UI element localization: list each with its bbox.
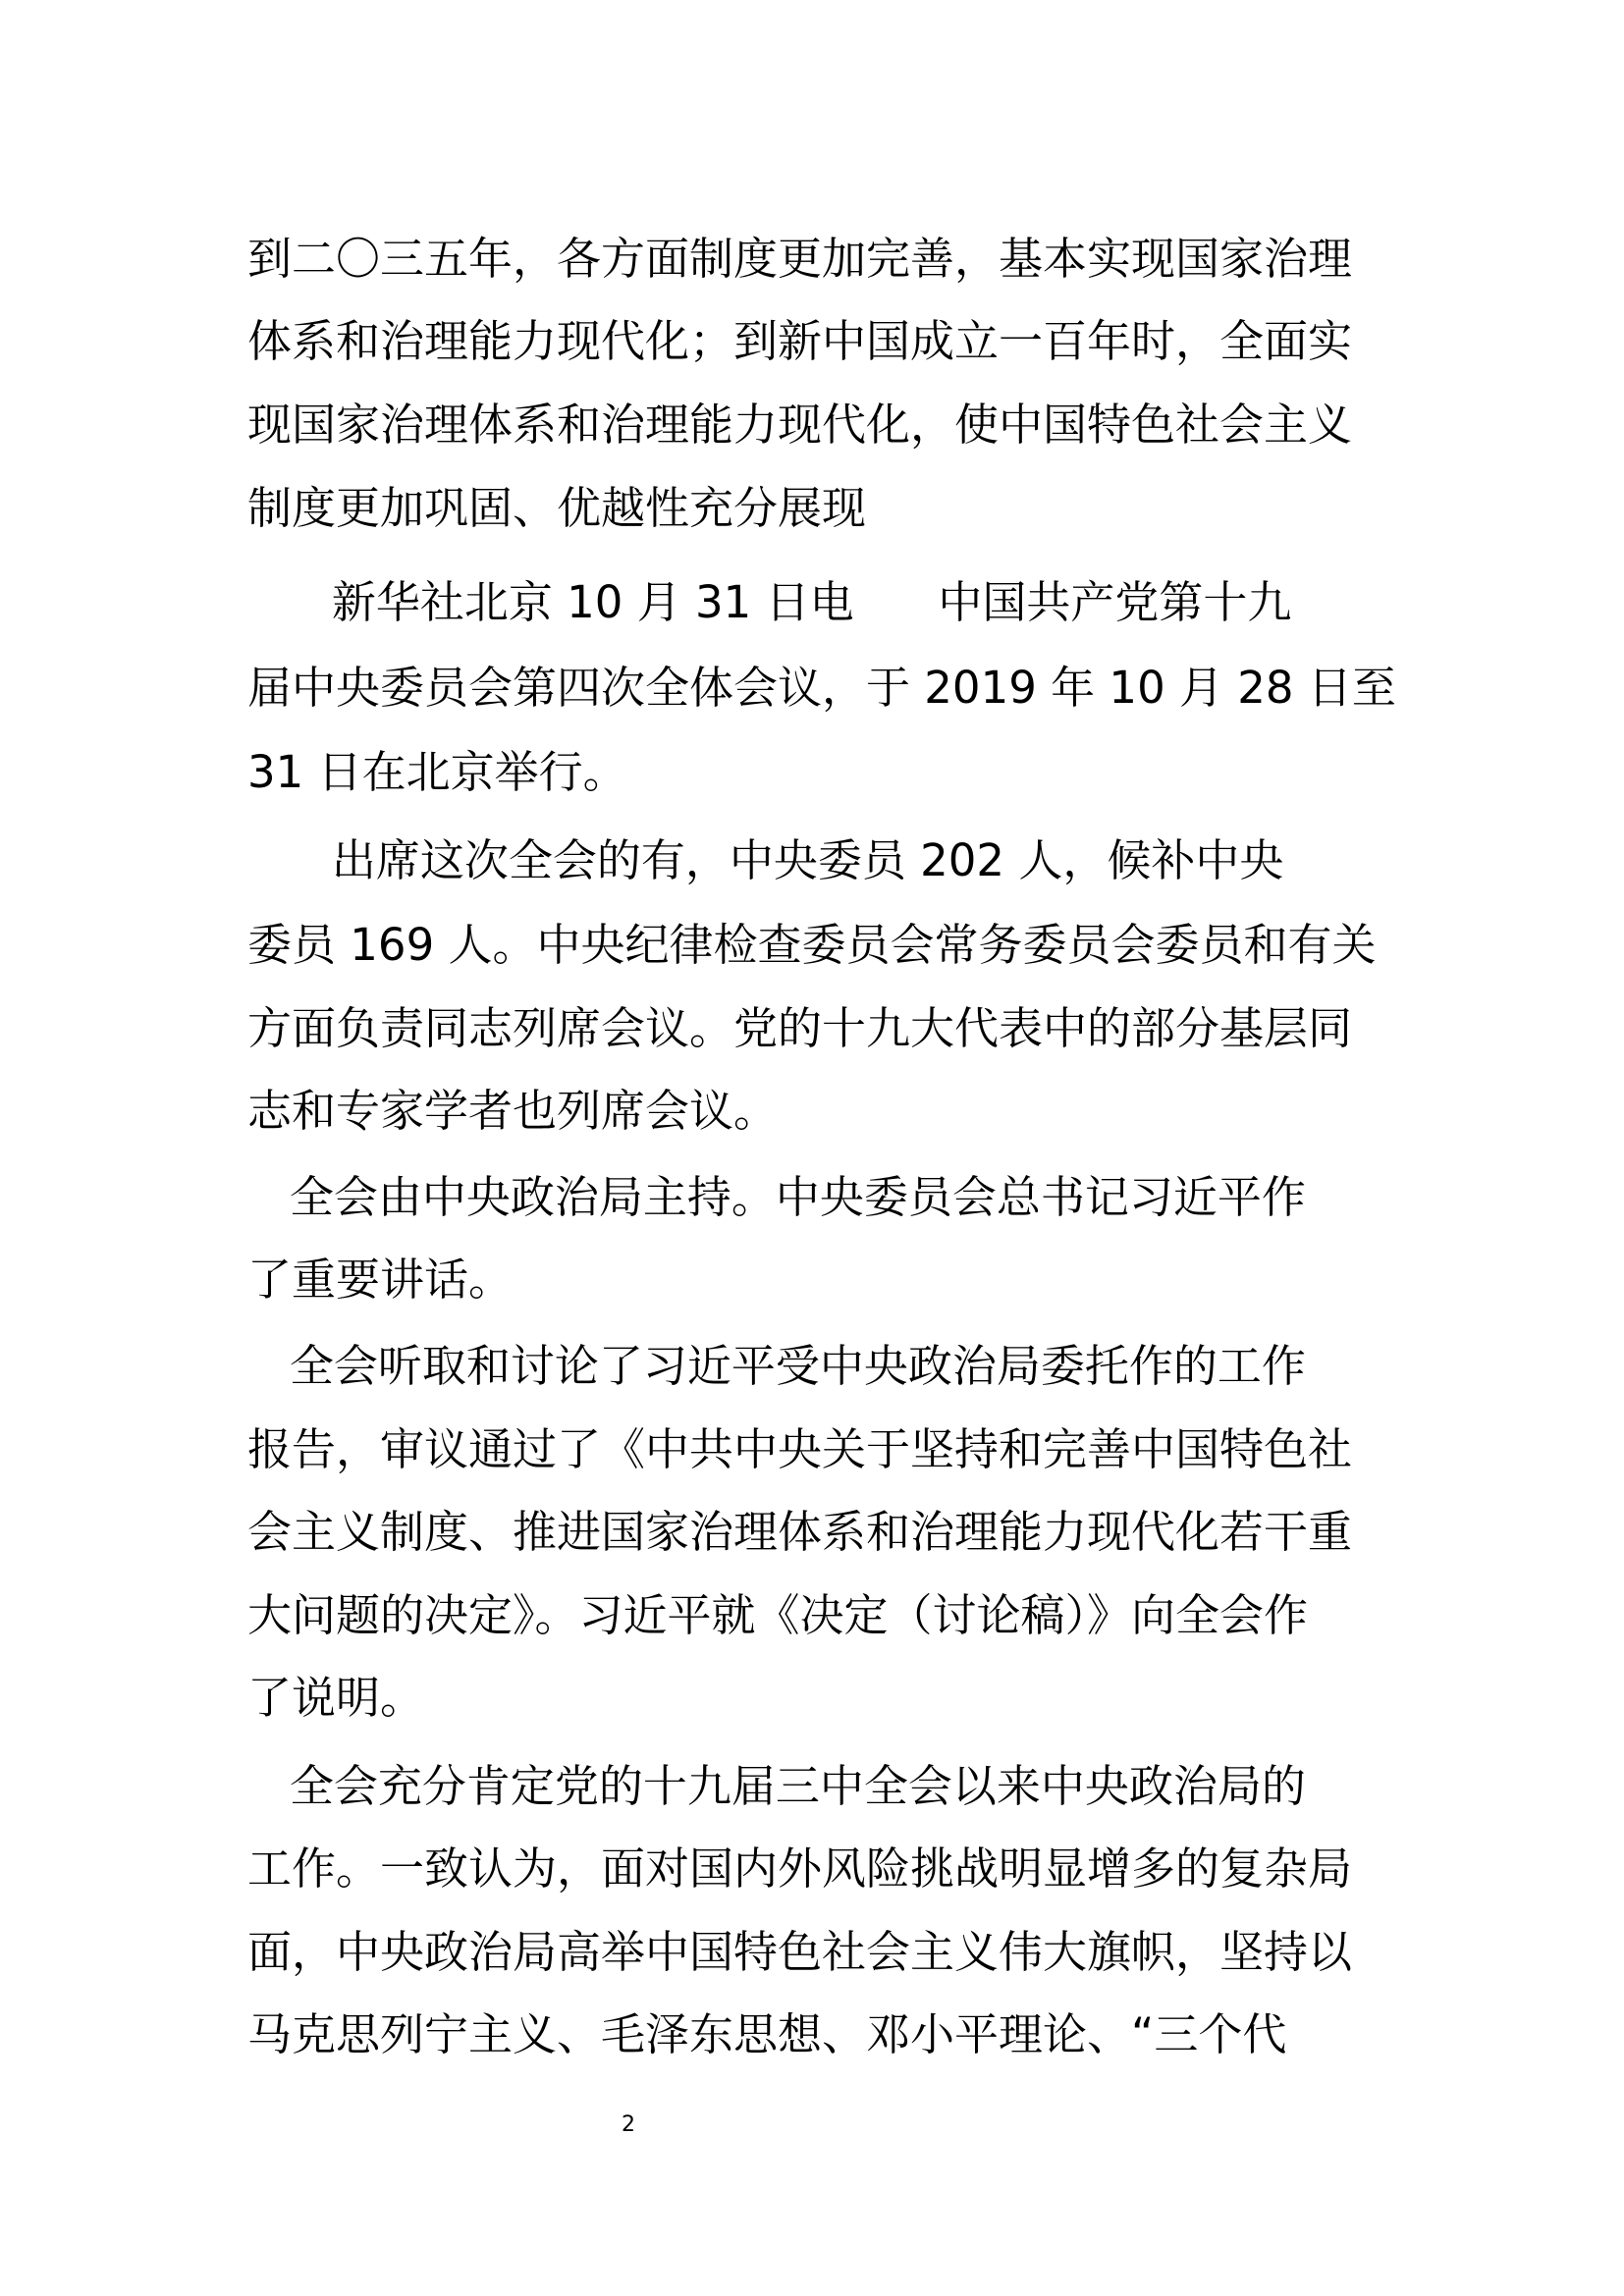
page-number: 2 [622,2112,635,2137]
text-line: 报告，审议通过了《中共中央关于坚持和完善中国特色社 [247,1423,1353,1475]
text-line: 面，中央政治局高举中国特色社会主义伟大旗帜，坚持以 [247,1926,1353,1978]
text-line: 全会由中央政治局主持。中央委员会总书记习近平作 [247,1171,1306,1223]
text-line: 制度更加巩固、优越性充分展现 [247,482,867,534]
text-line: 了说明。 [247,1672,425,1724]
text-line: 了重要讲话。 [247,1254,514,1306]
text-line: 届中央委员会第四次全体会议，于 2019 年 10 月 28 日至 [247,662,1396,714]
text-line: 大问题的决定》。习近平就《决定（讨论稿）》向全会作 [247,1589,1309,1641]
text-line: 方面负责同志列席会议。党的十九大代表中的部分基层同 [247,1002,1353,1054]
text-line: 31 日在北京举行。 [247,746,627,798]
text-line: 马克思列宁主义、毛泽东思想、邓小平理论、“三个代 [247,2008,1287,2060]
text-line: 现国家治理体系和治理能力现代化，使中国特色社会主义 [247,399,1353,451]
text-line: 会主义制度、推进国家治理体系和治理能力现代化若干重 [247,1506,1353,1558]
text-line: 出席这次全会的有，中央委员 202 人，候补中央 [247,834,1284,886]
text-line: 体系和治理能力现代化；到新中国成立一百年时，全面实 [247,315,1353,367]
text-line: 委员 169 人。中央纪律检查委员会常务委员会委员和有关 [247,919,1377,971]
text-line: 志和专家学者也列席会议。 [247,1085,779,1137]
text-line: 新华社北京 10 月 31 日电 中国共产党第十九 [247,576,1292,628]
text-line: 全会充分肯定党的十九届三中全会以来中央政治局的 [247,1760,1306,1812]
text-line: 全会听取和讨论了习近平受中央政治局委托作的工作 [247,1340,1306,1392]
text-line: 工作。一致认为，面对国内外风险挑战明显增多的复杂局 [247,1842,1353,1895]
text-line: 到二〇三五年，各方面制度更加完善，基本实现国家治理 [247,233,1353,285]
